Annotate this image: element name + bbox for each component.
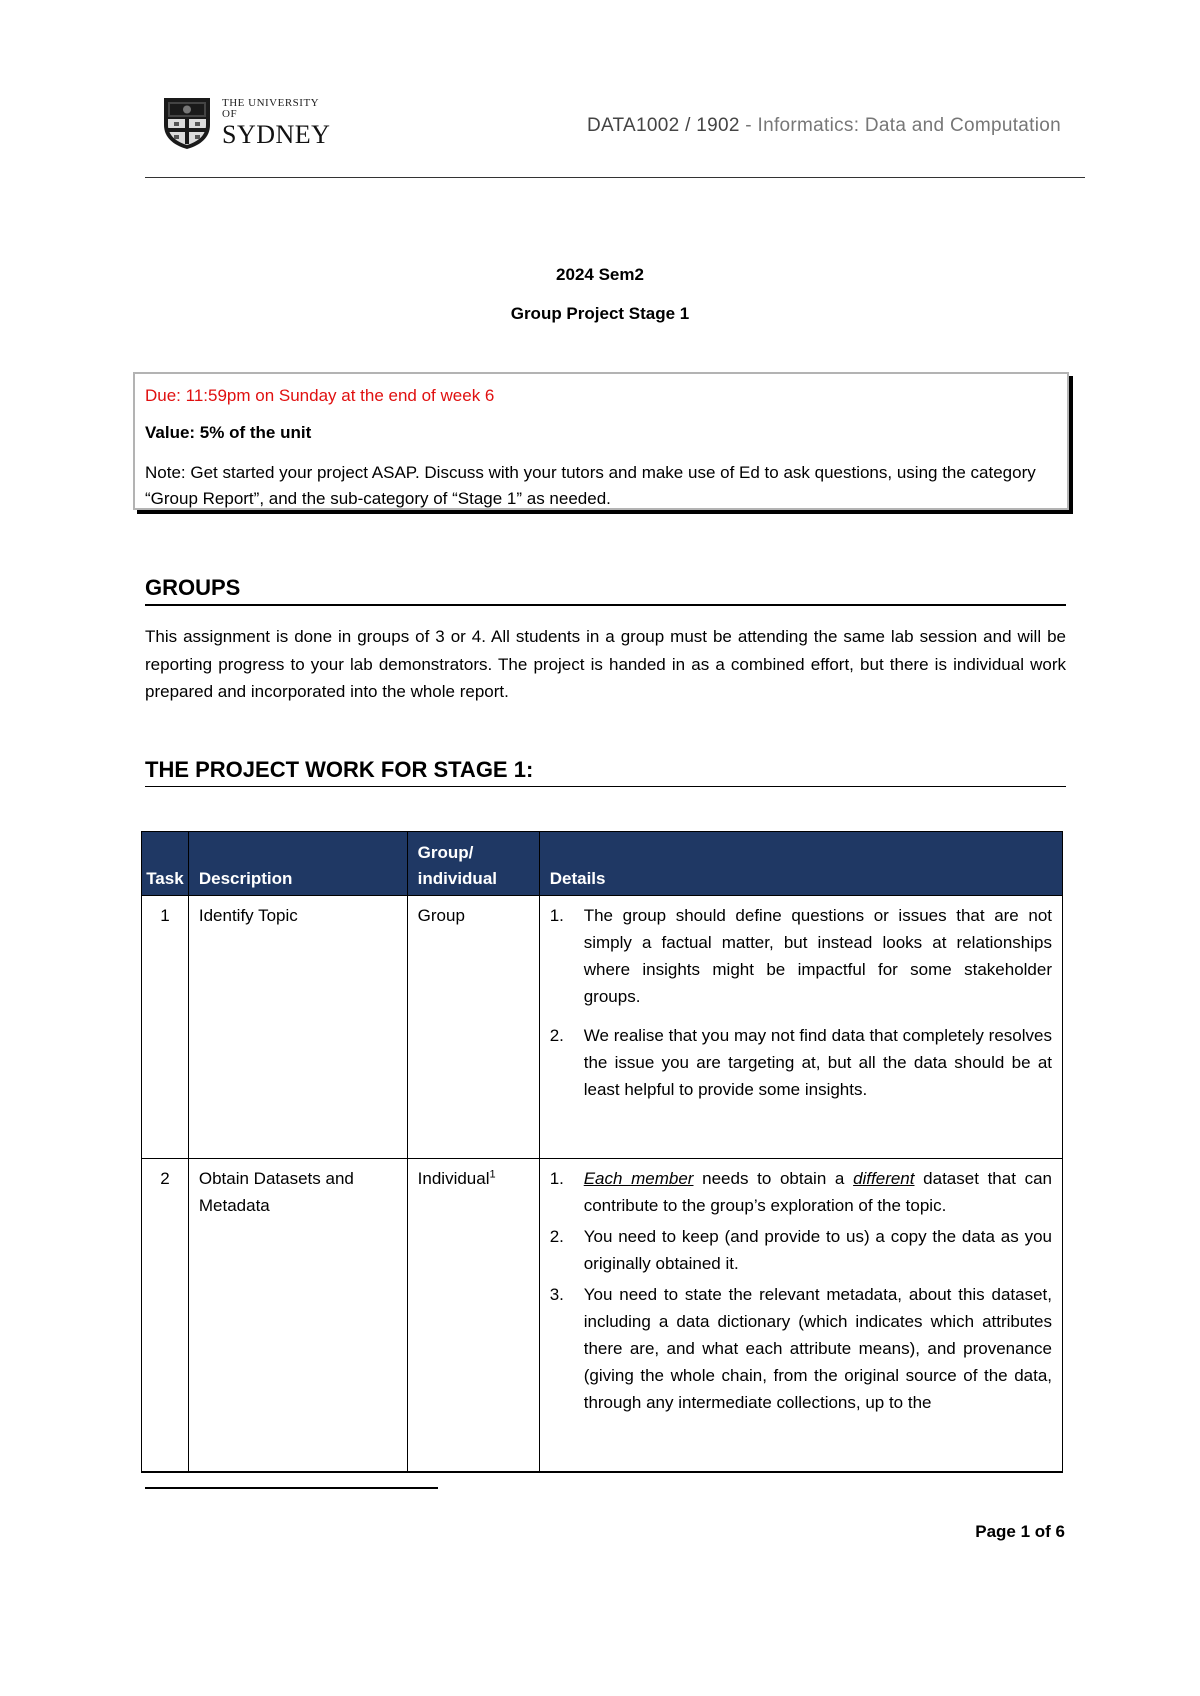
detail-number: 1.: [549, 906, 564, 925]
header-task: Task: [142, 832, 189, 896]
detail-item: [550, 902, 1052, 1010]
header-divider: [145, 177, 1085, 178]
table-row: [142, 896, 1063, 1159]
task-description: Obtain Datasets and Metadata: [188, 1159, 407, 1473]
page-number: Page 1 of 6: [975, 1522, 1065, 1541]
detail-number: 2.: [549, 1026, 564, 1045]
course-name: Informatics: Data and Computation: [757, 115, 1061, 136]
footnote-marker: 1: [489, 1168, 496, 1181]
emphasis-each-member: Each member: [583, 1169, 694, 1188]
detail-text-part: dataset that can contribute to the group’s exploration of the topic.: [583, 1169, 1053, 1215]
groups-heading: GROUPS: [145, 575, 1066, 606]
header-group-individual: [407, 832, 539, 896]
detail-number: 2.: [549, 1227, 564, 1246]
task-group-label: Individual: [417, 1169, 490, 1188]
detail-text: [584, 1165, 1052, 1219]
task-details: [539, 896, 1062, 1159]
due-info-box: [133, 372, 1069, 510]
footnote-divider: [145, 1487, 438, 1489]
table-row: [142, 1159, 1063, 1473]
detail-text-part: needs to obtain a: [693, 1169, 854, 1188]
university-crest-icon: [160, 95, 214, 151]
project-work-heading: THE PROJECT WORK FOR STAGE 1:: [145, 757, 1066, 787]
course-header: [587, 115, 1061, 137]
detail-text: You need to keep (and provide to us) a copy the data as you originally obtained it.: [583, 1227, 1052, 1273]
value-text: Value: 5% of the unit: [145, 423, 312, 442]
task-number: 2: [142, 1159, 189, 1473]
header-description: Description: [188, 832, 407, 896]
detail-item: [550, 1165, 1052, 1219]
due-date-text: Due: 11:59pm on Sunday at the end of week 6: [145, 386, 495, 405]
note-text: Note: Get started your project ASAP. Discuss with your tutors and make use of Ed to ask questions, using the category “Group Report”, and the sub-category of “Stage 1” as needed.: [145, 463, 1036, 508]
detail-number: 1.: [549, 1169, 564, 1188]
detail-number: 3.: [549, 1285, 564, 1304]
semester-title: 2024 Sem2: [556, 265, 644, 284]
task-details: [539, 1159, 1062, 1473]
logo-wordmark-small: THE UNIVERSITY OF: [222, 97, 319, 120]
task-table: [141, 831, 1063, 1473]
detail-item: [550, 1022, 1052, 1103]
task-number: 1: [142, 896, 189, 1159]
detail-item: [550, 1281, 1052, 1416]
header-group-line2: individual: [417, 869, 497, 888]
task-description: Identify Topic: [188, 896, 407, 1159]
project-title: Group Project Stage 1: [510, 304, 690, 323]
detail-text: You need to state the relevant metadata, about this dataset, including a data dictionary (which indicates which attributes there are, and what each attribute means), and provenance (giving the whole chain, from the original source of the data, through any intermediate collections, up to the: [583, 1285, 1052, 1412]
detail-text: The group should define questions or issues that are not simply a factual matter, but instead looks at relationships where insights might be impactful for some stakeholder groups.: [583, 906, 1052, 1006]
task-group-type: Group: [407, 896, 539, 1159]
detail-text: We realise that you may not find data that completely resolves the issue you are targeting at, but all the data should be at least helpful to provide some insights.: [583, 1026, 1052, 1099]
header-group-line1: Group/: [417, 843, 474, 862]
task-group-type: [407, 1159, 539, 1473]
header-details: Details: [539, 832, 1062, 896]
course-separator: -: [739, 115, 758, 136]
logo-wordmark: SYDNEY: [222, 120, 331, 149]
course-code: DATA1002 / 1902: [586, 115, 740, 136]
table-header-row: [142, 832, 1063, 896]
university-logo: [160, 95, 331, 151]
groups-paragraph: This assignment is done in groups of 3 or 4. All students in a group must be attending the same lab session and will be reporting progress to your lab demonstrators. The project is handed in as a combined effort, but there is individual work prepared and incorporated into the whole report.: [145, 627, 1066, 701]
emphasis-different: different: [853, 1169, 915, 1188]
detail-item: [550, 1223, 1052, 1277]
